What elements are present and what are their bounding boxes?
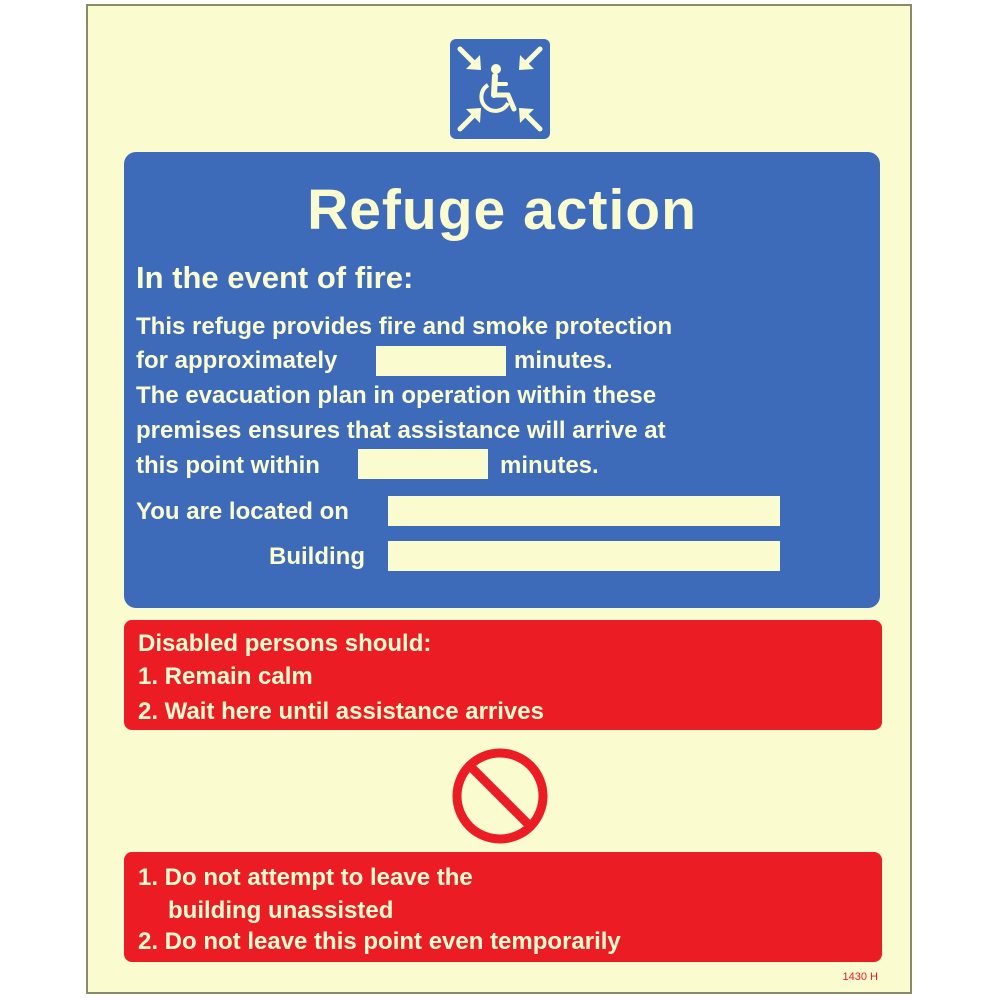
body-line-1: This refuge provides fire and smoke protection [136,313,673,340]
located-label: You are located on [136,498,349,525]
body-line-3: The evacuation plan in operation within these [136,382,657,409]
product-code: 1430 H [842,971,878,983]
disabled-item-2: 2. Wait here until assistance arrives [138,698,544,725]
prohibit-item-2: 2. Do not leave this point even temporarily [138,928,621,955]
refuge-action-sign [86,4,912,994]
fire-heading: In the event of fire: [136,260,414,295]
sign-title: Refuge action [307,178,697,242]
assistance-minutes-field[interactable] [358,449,488,479]
disabled-heading: Disabled persons should: [138,630,432,657]
body-line-2b: minutes. [514,347,613,374]
prohibit-item-1b: building unassisted [168,897,394,924]
building-field[interactable] [388,541,780,571]
refuge-info-panel [124,152,880,608]
located-on-field[interactable] [388,496,780,526]
body-line-2a: for approximately [136,347,338,374]
prohibitions-panel [124,852,882,962]
body-line-5b: minutes. [500,452,599,479]
building-label: Building [269,543,365,570]
body-line-4: premises ensures that assistance will arrive at [136,417,666,444]
prohibition-icon [450,746,550,846]
prohibit-item-1a: 1. Do not attempt to leave the [138,864,473,891]
body-line-5a: this point within [136,452,320,479]
wheelchair-assembly-point-icon [450,39,550,139]
protection-minutes-field[interactable] [376,346,506,376]
disabled-persons-panel [124,620,882,730]
disabled-item-1: 1. Remain calm [138,663,313,690]
